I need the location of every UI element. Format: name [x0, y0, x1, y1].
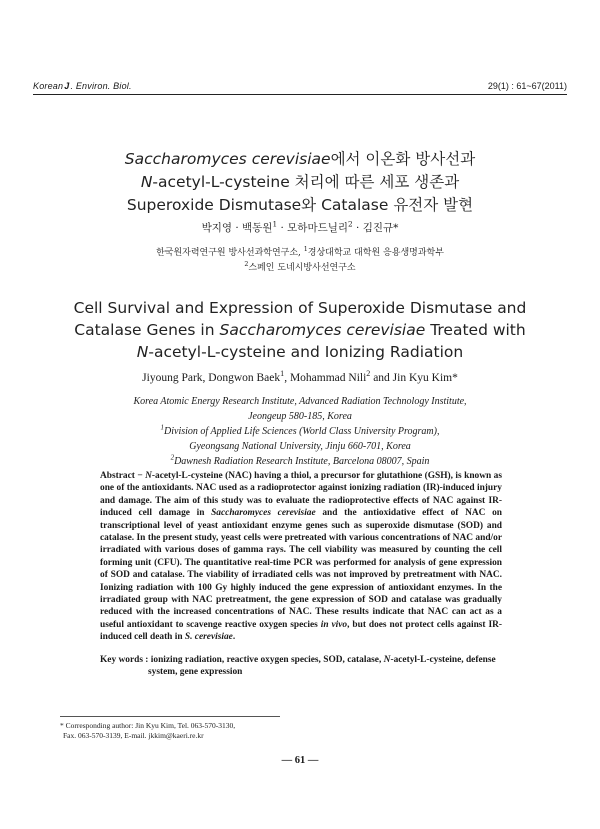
affil-text: Dawnesh Radiation Research Institute, Barcelona 08007, Spain	[174, 456, 430, 467]
footnote	[60, 721, 235, 741]
abstract-text: -acetyl-L-cysteine (NAC) having a thiol, a precursor for glutathione (GSH), is known as one of the antioxidants. NAC used as a radioprotector against ionizing radiation (IR)-induced injury and damage. The aim of this study was to evaluate the radioprotective effects of NAC against IR-induced cell damage in	[100, 471, 502, 519]
affil-text: 스페인 도네시방사선연구소	[248, 263, 356, 273]
affil-mark: 2	[348, 219, 353, 229]
affil-mark: 1	[272, 219, 278, 229]
abstract-italic: N	[145, 471, 152, 481]
volume-info: 29(1) : 61~67(2011)	[487, 81, 567, 91]
page-number: — 61 —	[281, 755, 319, 766]
journal-name-part: J	[64, 81, 70, 91]
affil-line	[0, 424, 600, 439]
affil-line: Jeongeup 580-185, Korea	[248, 411, 352, 422]
journal-name-part: . Environ. Biol.	[70, 81, 132, 91]
author: and Jin Kyu Kim*	[370, 372, 458, 384]
english-affiliations	[0, 394, 600, 469]
korean-authors	[0, 220, 600, 235]
title-text: 에서 이온화 방사선과	[330, 150, 476, 168]
korean-affiliations	[0, 246, 600, 276]
title-text: -acetyl-L-cysteine 처리에 따른 세포 생존과	[152, 173, 460, 191]
author: · 모하마드닐리	[277, 222, 349, 234]
keywords-text: -acetyl-L-cysteine, defense	[390, 655, 496, 665]
affil-text: 한국원자력연구원 방사선과학연구소,	[156, 248, 304, 258]
species-name: Saccharomyces cerevisiae	[219, 321, 426, 339]
abstract-text: and the antioxidative effect of NAC on transcriptional level of yeast antioxidant enzyme genes such as superoxide dismutase (SOD) and catalase. In the present study, yeast cells were pretreated with various concentrations of NAC and/or irradiated with various doses of gamma rays. The cell viability was measured by counting the cell forming unit (CFU). The quantitative real-time PCR was performed for analysis of gene expression of SOD and catalase. The viability of irradiated cells was not improved by pretreatment with NAC. Ionizing radiation with 100 Gy highly induced the gene expression of antioxidant enzymes. In the irradiated group with NAC pretreatment, the gene expression of SOD and catalase was gradually reduced with the increased concentrations of NAC. These results indicate that NAC can act as a useful antioxidant to scavenge reactive oxygen species	[100, 508, 502, 630]
affil-mark: 2	[170, 453, 175, 462]
author: , Mohammad Nili	[284, 372, 367, 384]
keywords-line2: system, gene expression	[148, 667, 243, 678]
keywords	[100, 654, 502, 679]
affil-mark: 1	[280, 369, 285, 379]
abstract-italic: Saccharomyces cerevisiae	[211, 508, 316, 519]
footnote-line: Fax. 063-570-3139, E-mail. jkkim@kaeri.re.kr	[63, 731, 204, 740]
journal-name-part: Korean	[33, 81, 64, 91]
affil-text: 경상대학교 대학원 응용생명과학부	[307, 248, 444, 258]
affil-mark: 1	[303, 246, 308, 253]
species-name: Saccharomyces cerevisiae	[124, 150, 331, 168]
affil-line: Gyeongsang National University, Jinju 660-701, Korea	[189, 441, 411, 452]
abstract-text: Abstract −	[100, 471, 146, 481]
affil-mark: 1	[160, 423, 165, 432]
korean-title-line2	[0, 171, 600, 194]
author: 박지영 · 백동원	[201, 222, 273, 234]
title-italic: N	[136, 343, 149, 361]
title-text: Catalase Genes in	[74, 321, 220, 339]
keywords-line1	[100, 654, 502, 666]
affil-mark: 2	[244, 261, 249, 268]
english-authors	[0, 369, 600, 384]
keywords-italic: N	[383, 655, 391, 665]
affil-text: Division of Applied Life Sciences (World Class University Program),	[164, 426, 440, 437]
korean-affil-line2	[0, 261, 600, 276]
english-title-line1: Cell Survival and Expression of Superoxide Dismutase and	[73, 299, 527, 317]
keywords-text: ionizing radiation, reactive oxygen species, SOD, catalase,	[150, 655, 384, 665]
affil-mark: 2	[366, 369, 371, 379]
korean-title	[0, 148, 600, 217]
author: · 김진규*	[352, 222, 399, 234]
abstract-text: , but does not protect cells against IR-induced cell death in	[100, 619, 503, 643]
english-title-line3	[0, 341, 600, 363]
journal-name	[33, 81, 132, 91]
abstract	[100, 470, 502, 644]
footnote-line: * Corresponding author: Jin Kyu Kim, Tel. 063-570-3130,	[60, 721, 236, 730]
english-title	[0, 297, 600, 363]
title-text: Treated with	[425, 321, 526, 339]
title-text: -acetyl-L-cysteine and Ionizing Radiation	[148, 343, 464, 361]
korean-title-line3: Superoxide Dismutase와 Catalase 유전자 발현	[126, 196, 474, 214]
korean-title-line1	[0, 148, 600, 171]
abstract-italic: in vivo	[320, 619, 348, 630]
abstract-italic: S. cerevisiae	[184, 632, 233, 643]
affil-line	[0, 454, 600, 469]
author: Jiyoung Park, Dongwon Baek	[142, 372, 281, 384]
keywords-label: Key words :	[100, 655, 151, 665]
abstract-text: .	[232, 632, 236, 643]
footnote-rule	[60, 716, 280, 717]
title-italic: N	[140, 173, 153, 191]
affil-line: Korea Atomic Energy Research Institute, Advanced Radiation Technology Institute,	[133, 396, 467, 407]
english-title-line2	[0, 319, 600, 341]
korean-affil-line1	[0, 246, 600, 261]
header-rule	[33, 94, 567, 95]
